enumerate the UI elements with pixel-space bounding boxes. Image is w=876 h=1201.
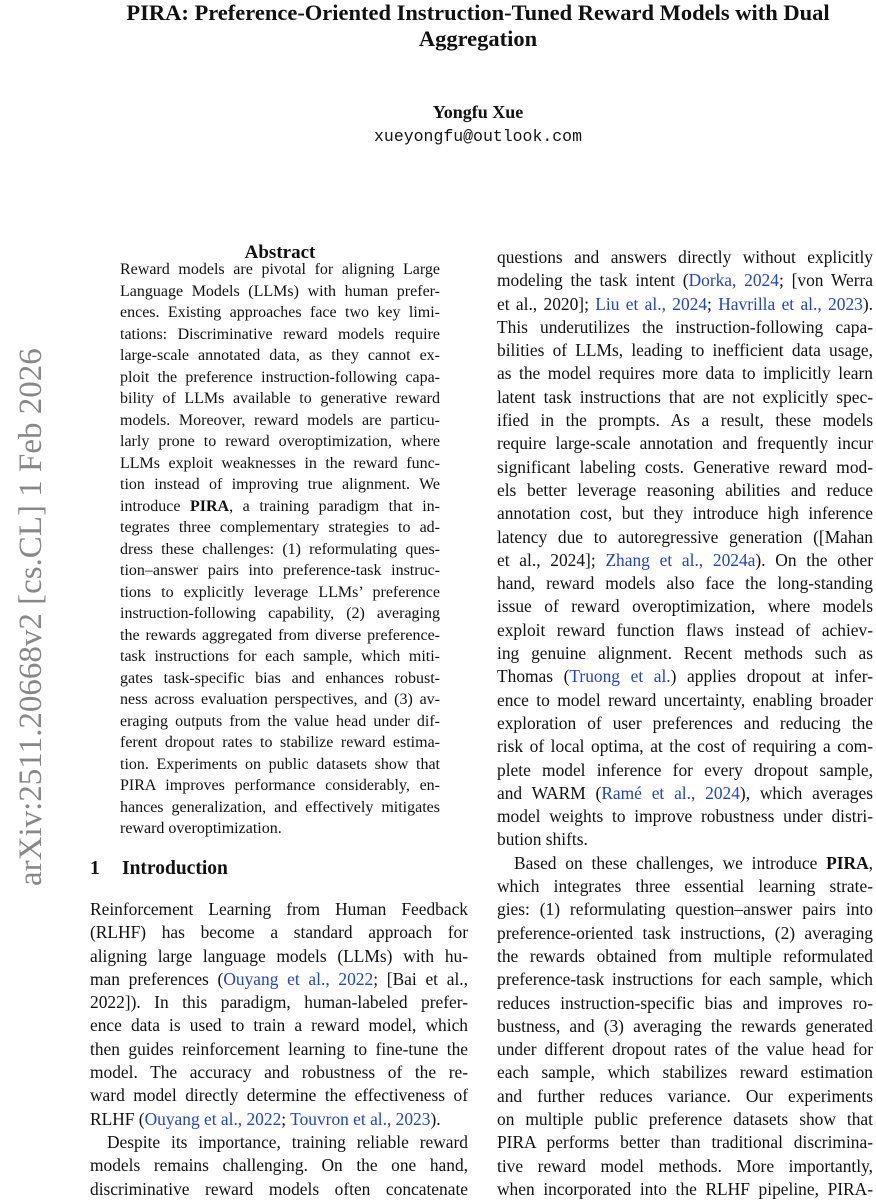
text-line: Reinforcement Learning from Human Feedback (90, 899, 468, 919)
bold-term: PIRA (190, 497, 230, 515)
text-line: preference-oriented task instructions, (2) averaging (497, 922, 873, 943)
text-line: require large-scale annotation and frequently incur (497, 433, 873, 454)
text-line: LLMs exploit weaknesses in the reward func- (120, 454, 440, 472)
text-line: bility of LLMs available to generative reward (120, 390, 440, 407)
text-line: gies: (1) reformulating question–answer pairs into (497, 899, 873, 920)
paragraph (90, 898, 468, 1131)
citation-link[interactable]: Dorka, 2024 (688, 270, 779, 291)
text-line: ploit the preference instruction-following capa- (120, 368, 440, 386)
text-line: large-scale annotated data, as they cannot ex- (120, 347, 440, 364)
text-line: ward model directly determine the effectiveness of (90, 1085, 468, 1106)
paragraph (90, 1131, 468, 1201)
citation-link[interactable]: Truong et al. (569, 666, 671, 687)
text-line: 2022]). In this paradigm, human-labeled prefer- (90, 992, 468, 1013)
text-line: risk of local optima, at the cost of requiring a com- (497, 736, 873, 757)
text-line: exploration of user preferences and reducing the (497, 712, 873, 733)
text-line: reduces instruction-specific bias and improves ro- (497, 992, 873, 1013)
text-line: tion. Experiments on public datasets show that (120, 755, 440, 773)
text-line: tegrates three complementary strategies to ad- (120, 519, 440, 536)
text-line: significant labeling costs. Generative reward mod- (497, 456, 873, 477)
text-line: latency due to autoregressive generation ([Mahan (497, 526, 873, 547)
text-line: Reward models are pivotal for aligning Large (120, 261, 440, 278)
abstract-body (120, 259, 440, 840)
text-line: under different dropout rates of the value head for (497, 1039, 873, 1060)
text-line: plete model inference for every dropout sample, (497, 759, 873, 780)
text-line: PIRA performs better than traditional discrimina- (497, 1132, 873, 1153)
text-line: latent task instructions that are not explicitly spec- (497, 386, 873, 407)
citation-link[interactable]: Liu et al., 2024 (595, 293, 708, 314)
text-line: hances generalization, and effectively mitigates (120, 798, 440, 816)
text-line: et al., 2024]; Zhang et al., 2024a). On the other (497, 549, 873, 570)
text-line: when incorporated into the RLHF pipeline, PIRA- (497, 1178, 873, 1199)
text-line: each sample, which stabilizes reward estimation (497, 1062, 873, 1083)
text-line: dress these challenges: (1) reformulating ques- (120, 540, 440, 558)
citation-link[interactable]: Touvron et al., 2023 (290, 1108, 431, 1129)
text-line: tion–answer pairs into preference-task instruc- (120, 562, 440, 579)
text-line: the rewards obtained from multiple reformulated (497, 945, 873, 966)
text-line: model. The accuracy and robustness of the re- (90, 1062, 468, 1083)
text-line: reward overoptimization. (120, 820, 282, 837)
text-line: tion instead of improving true alignment. We (120, 476, 440, 493)
text-line: et al., 2020]; Liu et al., 2024; Havrilla et al., 2023). (497, 293, 873, 314)
text-line: which integrates three essential learning strate- (497, 876, 873, 897)
text-line: as the model requires more data to implicitly learn (497, 363, 873, 384)
paragraph (120, 259, 440, 840)
text-line: discriminative reward models often concatenate (90, 1178, 468, 1199)
text-line: Based on these challenges, we introduce PIRA, (514, 852, 873, 873)
text-line: ing genuine alignment. Recent methods such as (497, 643, 873, 664)
author-email: xueyongfu@outlook.com (374, 127, 582, 146)
section-number: 1 (90, 858, 100, 879)
text-line: issue of reward overoptimization, where models (497, 596, 873, 617)
text-line: preference-task instructions for each sample, which (497, 969, 873, 990)
text-line: aligning large language models (LLMs) with hu- (90, 945, 468, 966)
text-line: tations: Discriminative reward models require (120, 325, 440, 343)
text-line: modeling the task intent (Dorka, 2024; [von Werra (497, 270, 873, 291)
text-line: bilities of LLMs, leading to inefficient data usage, (497, 340, 873, 361)
text-line: ness across evaluation perspectives, and (3) av- (120, 691, 440, 708)
text-line: instruction-following capability, (2) averaging (120, 605, 440, 622)
text-line: questions and answers directly without explicitly (497, 247, 873, 267)
text-line: els better leverage reasoning abilities and reduce (497, 479, 873, 500)
arxiv-identifier-stamp: arXiv:2511.20668v2 [cs.CL] 1 Feb 2026 (13, 348, 49, 886)
abstract-heading: Abstract (244, 242, 316, 263)
text-line: and further reduces variance. Our experiments (497, 1085, 873, 1106)
text-line: ified in the prompts. As a result, these models (497, 410, 873, 431)
citation-link[interactable]: Havrilla et al., 2023 (718, 293, 863, 314)
text-line: task instructions for each sample, which miti- (120, 648, 440, 665)
citation-link[interactable]: Ramé et al., 2024 (601, 782, 740, 803)
introduction-right-column (497, 246, 873, 1201)
bold-term: PIRA (826, 852, 869, 873)
text-line: larly prone to reward overoptimization, where (120, 433, 440, 450)
paper-title (80, 0, 876, 52)
text-line: gates task-specific bias and enhances robust- (120, 669, 440, 687)
text-line: (RLHF) has become a standard approach for (90, 922, 468, 943)
text-line: and WARM (Ramé et al., 2024), which averages (497, 782, 873, 803)
text-line: annotation cost, but they introduce high inference (497, 503, 873, 524)
text-line: eraging outputs from the value head under dif- (120, 712, 440, 730)
citation-link[interactable]: Ouyang et al., 2022 (223, 968, 374, 989)
text-line: Thomas (Truong et al.) applies dropout at infer- (497, 666, 873, 687)
text-line: Language Models (LLMs) with human prefer- (120, 282, 440, 300)
text-line: bution shifts. (497, 829, 588, 850)
text-line: models. Moreover, reward models are particu- (120, 411, 440, 429)
section-title: Introduction (122, 858, 228, 879)
paragraph (497, 246, 873, 852)
text-line: PIRA improves performance considerably, en- (120, 777, 440, 794)
text-line: ences. Existing approaches face two key limi- (120, 304, 440, 321)
text-line: hand, reward models also face the long-standing (497, 573, 873, 594)
author-name: Yongfu Xue (432, 102, 524, 122)
text-line: man preferences (Ouyang et al., 2022; [Bai et al., (90, 968, 468, 989)
text-line: ence to model reward uncertainty, enabling broader (497, 689, 873, 710)
citation-link[interactable]: Zhang et al., 2024a (605, 549, 756, 570)
text-line: bustness, and (3) averaging the rewards generated (497, 1015, 873, 1036)
text-line: the rewards aggregated from diverse preference- (120, 626, 440, 644)
citation-link[interactable]: Ouyang et al., 2022 (144, 1108, 282, 1129)
introduction-left-column (90, 898, 468, 1201)
text-line: exploit reward function flaws instead of achiev- (497, 619, 873, 640)
text-line: RLHF (Ouyang et al., 2022; Touvron et al., 2023). (90, 1108, 441, 1129)
title-line: PIRA: Preference-Oriented Instruction-Tuned Reward Models with Dual (126, 0, 830, 25)
text-line: tive reward model methods. More importantly, (497, 1155, 873, 1176)
title-line: Aggregation (418, 26, 538, 51)
paragraph (497, 852, 873, 1201)
text-line: ferent dropout rates to stabilize reward estima- (120, 734, 440, 751)
text-line: This underutilizes the instruction-following capa- (497, 316, 873, 337)
text-line: model weights to improve robustness under distri- (497, 806, 873, 827)
text-line: on multiple public preference datasets show that (497, 1108, 873, 1129)
text-line: tions to explicitly leverage LLMs’ preference (120, 583, 440, 601)
text-line: introduce PIRA, a training paradigm that in- (120, 497, 440, 515)
section-heading-introduction (90, 858, 228, 880)
text-line: models remains challenging. On the one hand, (90, 1155, 468, 1176)
text-line: ence data is used to train a reward model, which (90, 1015, 468, 1036)
text-line: Despite its importance, training reliable reward (107, 1131, 468, 1152)
text-line: then guides reinforcement learning to fine-tune the (90, 1038, 468, 1059)
